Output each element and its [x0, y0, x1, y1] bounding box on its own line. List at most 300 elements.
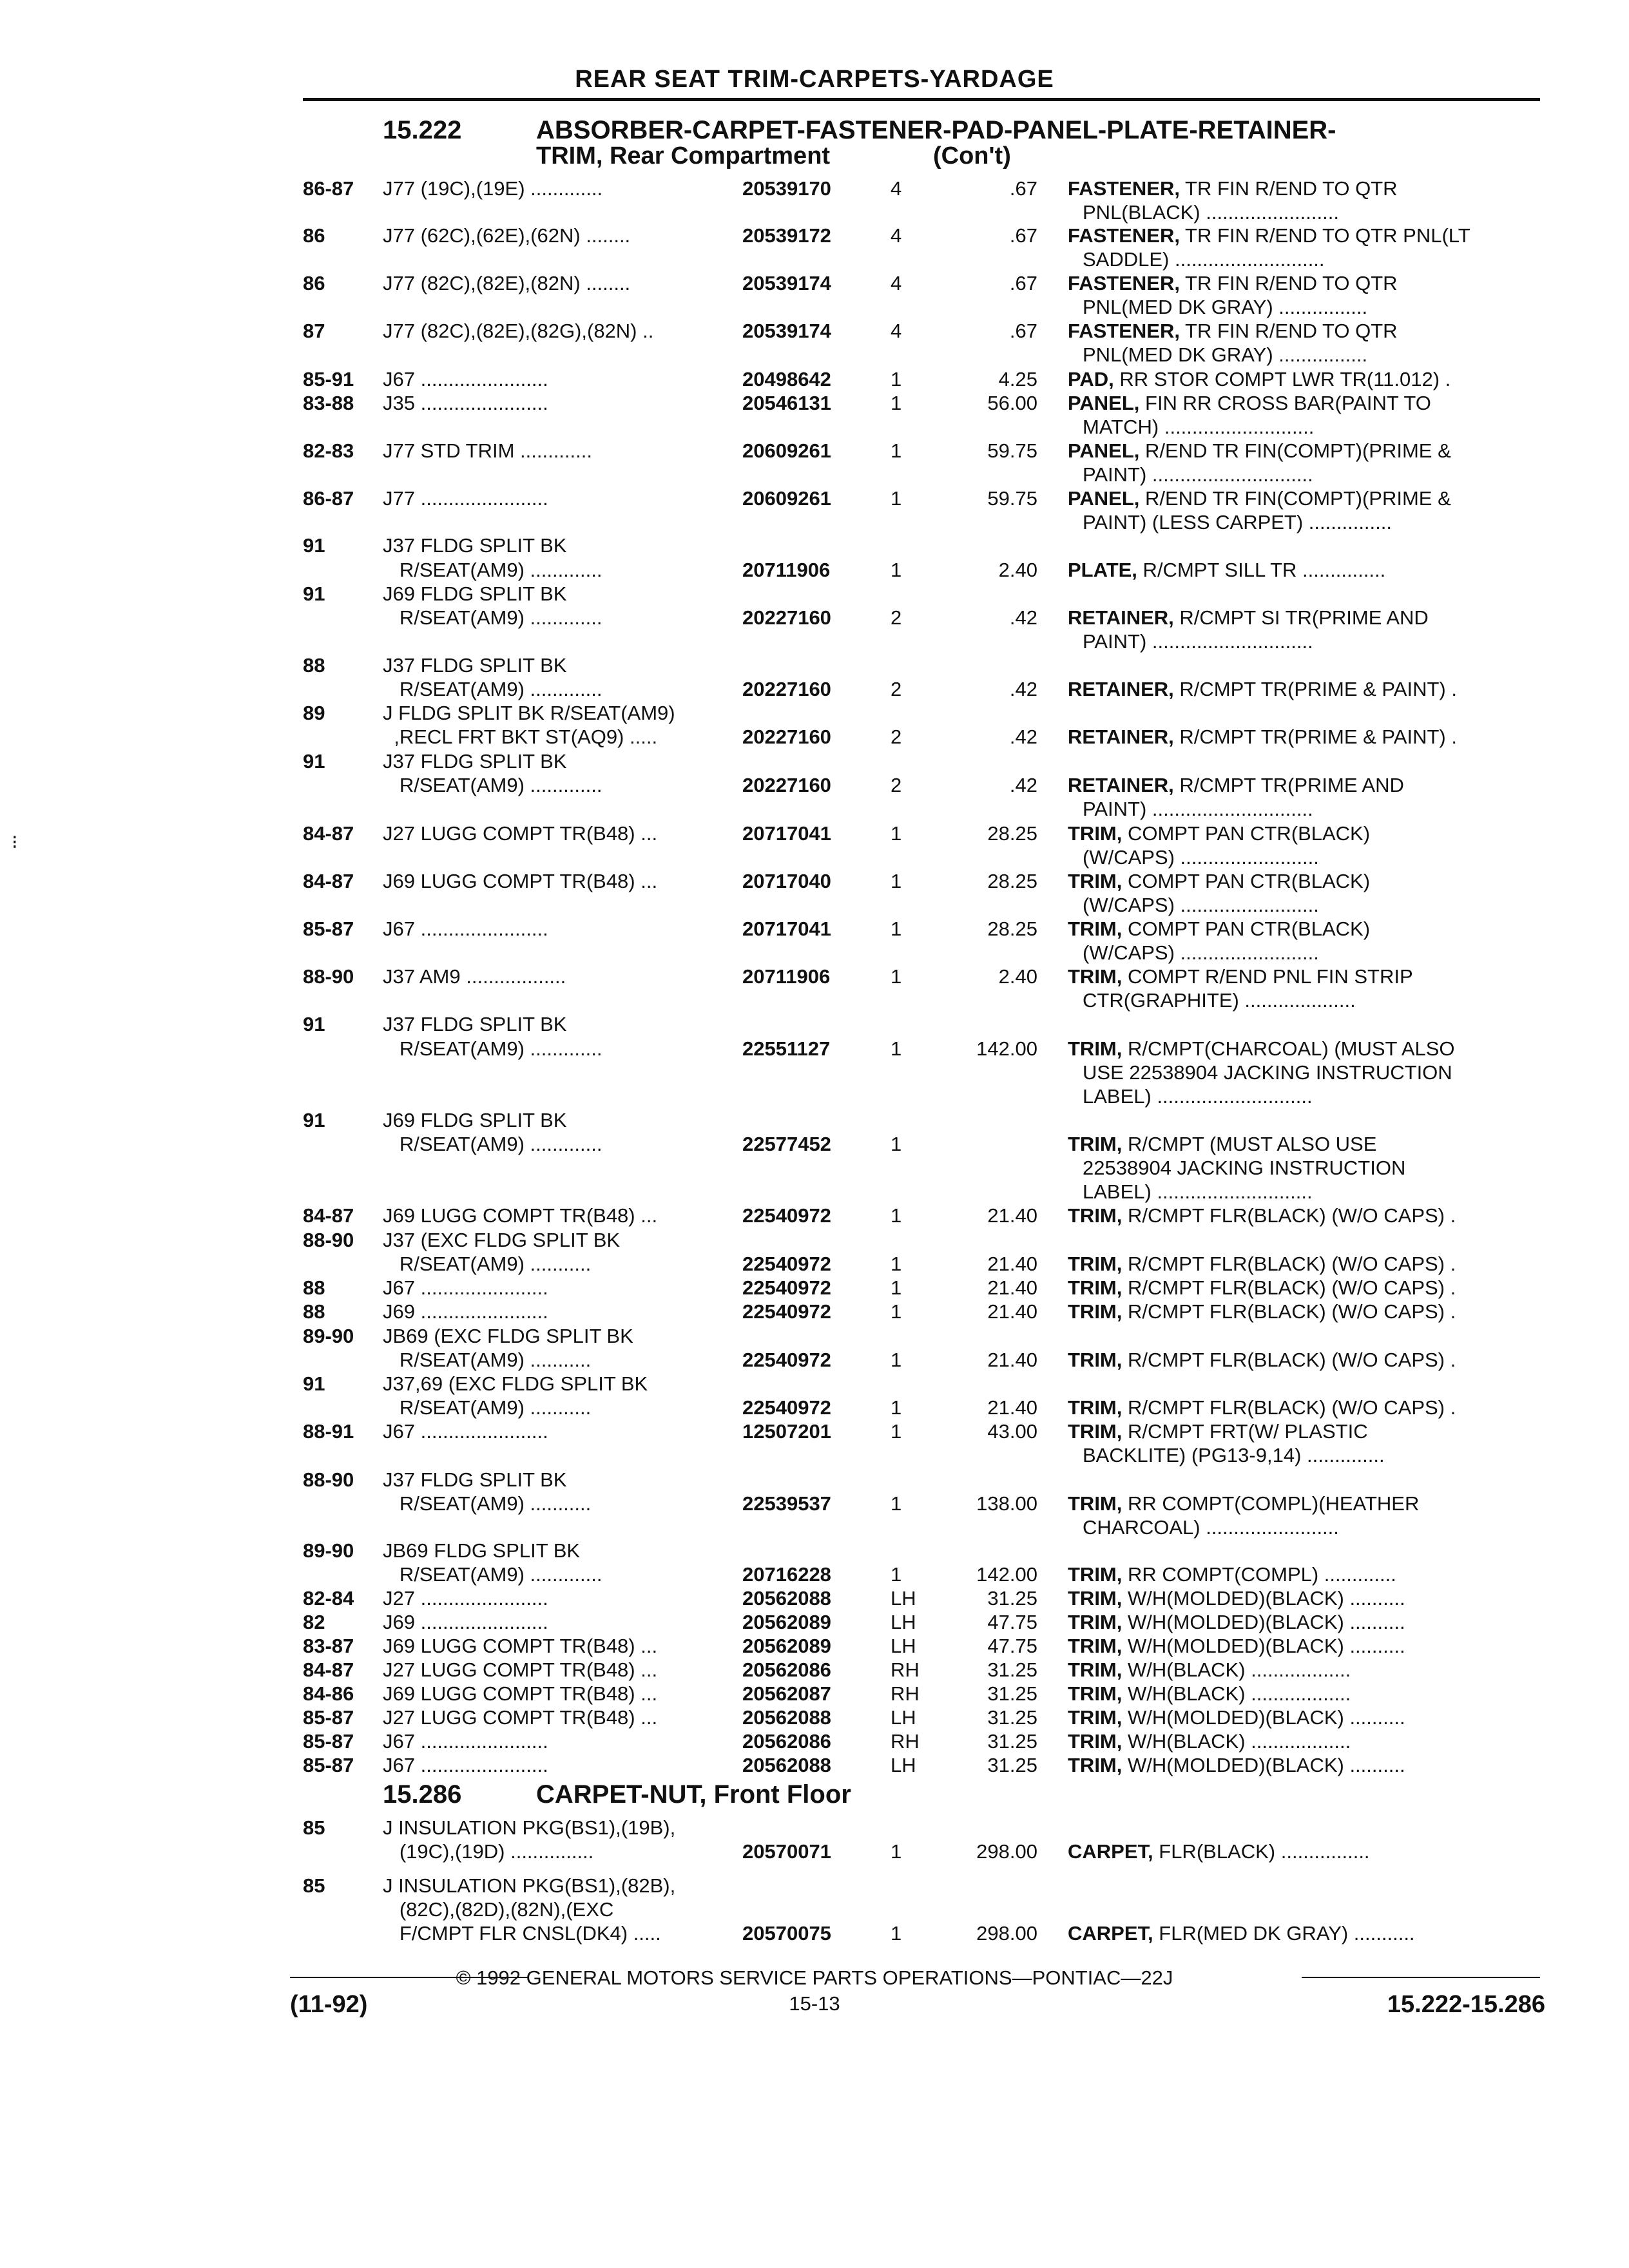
- part-name: TRIM,: [1068, 1587, 1123, 1610]
- unit-price: 142.00: [976, 1037, 1037, 1060]
- part-description: [1068, 391, 1431, 415]
- footer-copyright: © 1992 GENERAL MOTORS SERVICE PARTS OPERATIONS—PONTIAC—22J: [456, 1966, 1173, 1989]
- unit-price: 47.75: [987, 1635, 1037, 1657]
- part-number: 22540972: [742, 1253, 831, 1275]
- unit-price: 56.00: [987, 392, 1037, 414]
- part-name: TRIM,: [1068, 1754, 1123, 1776]
- unit-price: 138.00: [976, 1492, 1037, 1515]
- part-name: TRIM,: [1068, 1635, 1123, 1657]
- part-number: 20498642: [742, 368, 831, 390]
- part-description: [1068, 917, 1370, 941]
- quantity: RH: [891, 1682, 920, 1705]
- model-description: J69 .......................: [383, 1300, 548, 1323]
- model-description: J69 LUGG COMPT TR(B48) ...: [383, 1682, 658, 1705]
- quantity: LH: [891, 1611, 916, 1633]
- model-year: 84-87: [303, 1658, 354, 1681]
- model-year: 85-91: [303, 368, 354, 390]
- unit-price: 298.00: [976, 1922, 1037, 1945]
- model-year: 91: [303, 750, 325, 773]
- section-15-222-title-line1: ABSORBER-CARPET-FASTENER-PAD-PANEL-PLATE-RETAINER-: [536, 116, 1336, 144]
- part-detail: RR STOR COMPT LWR TR(11.012) .: [1113, 368, 1451, 390]
- quantity: 1: [891, 1204, 902, 1227]
- part-description-continued: (W/CAPS) .........................: [1083, 941, 1319, 964]
- part-detail: R/CMPT TR(PRIME & PAINT) .: [1173, 678, 1457, 700]
- part-detail: R/CMPT SI TR(PRIME AND: [1173, 606, 1429, 629]
- model-year: 83-87: [303, 1635, 354, 1657]
- part-description: [1068, 606, 1429, 629]
- part-detail: R/CMPT FRT(W/ PLASTIC: [1122, 1420, 1368, 1443]
- part-number: 20562089: [742, 1635, 831, 1657]
- model-year: 91: [303, 582, 325, 605]
- model-description: J37 FLDG SPLIT BK: [383, 750, 567, 773]
- part-description: [1068, 319, 1398, 343]
- part-detail: FIN RR CROSS BAR(PAINT TO: [1139, 392, 1431, 414]
- quantity: 1: [891, 1300, 902, 1323]
- unit-price: 298.00: [976, 1840, 1037, 1863]
- part-description: [1068, 1586, 1405, 1610]
- part-name: PAD,: [1068, 368, 1114, 390]
- quantity: 2: [891, 606, 902, 629]
- part-name: PANEL,: [1068, 487, 1140, 510]
- part-detail: R/END TR FIN(COMPT)(PRIME &: [1139, 487, 1451, 510]
- quantity: LH: [891, 1706, 916, 1729]
- unit-price: 31.25: [987, 1587, 1037, 1610]
- model-description: J37 FLDG SPLIT BK: [383, 534, 567, 557]
- unit-price: 4.25: [998, 368, 1037, 390]
- model-description: J69 LUGG COMPT TR(B48) ...: [383, 1204, 658, 1227]
- unit-price: 31.25: [987, 1682, 1037, 1705]
- part-name: TRIM,: [1068, 918, 1123, 940]
- part-name: PLATE,: [1068, 559, 1137, 581]
- model-description: J FLDG SPLIT BK R/SEAT(AM9): [383, 702, 675, 724]
- model-description: R/SEAT(AM9) .............: [383, 559, 602, 581]
- part-number: 20717041: [742, 822, 831, 845]
- section-15-222-number: 15.222: [383, 116, 462, 144]
- section-15-222-title-cont: (Con't): [933, 142, 1011, 169]
- unit-price: .67: [1009, 320, 1037, 342]
- model-description: ,RECL FRT BKT ST(AQ9) .....: [383, 726, 658, 748]
- model-description: J35 .......................: [383, 392, 548, 414]
- part-description: [1068, 822, 1370, 845]
- model-year: 87: [303, 320, 325, 342]
- part-detail: COMPT PAN CTR(BLACK): [1122, 918, 1371, 940]
- part-description-continued: 22538904 JACKING INSTRUCTION: [1083, 1157, 1406, 1179]
- unit-price: .42: [1009, 774, 1037, 796]
- part-name: TRIM,: [1068, 965, 1123, 988]
- part-number: 20562086: [742, 1658, 831, 1681]
- part-name: TRIM,: [1068, 1611, 1123, 1633]
- part-description: [1068, 1729, 1351, 1753]
- quantity: 1: [891, 1253, 902, 1275]
- model-description: J INSULATION PKG(BS1),(82B),: [383, 1874, 676, 1897]
- part-number: 20227160: [742, 774, 831, 796]
- quantity: 1: [891, 559, 902, 581]
- model-year: 88: [303, 654, 325, 677]
- model-description: R/SEAT(AM9) .............: [383, 678, 602, 700]
- part-detail: R/CMPT TR(PRIME & PAINT) .: [1173, 726, 1457, 748]
- part-description-continued: PAINT) .............................: [1083, 463, 1313, 486]
- part-description-continued: (W/CAPS) .........................: [1083, 846, 1319, 869]
- model-year: 89-90: [303, 1539, 354, 1562]
- part-name: TRIM,: [1068, 1133, 1123, 1155]
- model-year: 89-90: [303, 1325, 354, 1347]
- part-description: [1068, 1037, 1455, 1061]
- part-number: 22540972: [742, 1276, 831, 1299]
- unit-price: 59.75: [987, 439, 1037, 462]
- model-description: J77 (19C),(19E) .............: [383, 177, 603, 200]
- part-description: [1068, 725, 1457, 749]
- unit-price: 2.40: [998, 965, 1037, 988]
- unit-price: .67: [1009, 177, 1037, 200]
- quantity: 1: [891, 965, 902, 988]
- part-number: 22540972: [742, 1349, 831, 1371]
- model-year: 88-90: [303, 965, 354, 988]
- part-name: TRIM,: [1068, 1204, 1123, 1227]
- model-description: R/SEAT(AM9) .............: [383, 774, 602, 796]
- unit-price: 28.25: [987, 918, 1037, 940]
- part-detail: W/H(MOLDED)(BLACK) ..........: [1122, 1706, 1405, 1729]
- part-description: [1068, 177, 1398, 200]
- part-description: [1068, 965, 1413, 988]
- part-name: TRIM,: [1068, 1658, 1123, 1681]
- model-description: J37 AM9 ..................: [383, 965, 566, 988]
- quantity: 4: [891, 177, 902, 200]
- part-number: 20562089: [742, 1611, 831, 1633]
- part-description: [1068, 773, 1404, 797]
- part-description: [1068, 1276, 1456, 1300]
- model-year: 88: [303, 1276, 325, 1299]
- model-year: 82: [303, 1611, 325, 1633]
- model-description: J67 .......................: [383, 1420, 548, 1443]
- model-description: R/SEAT(AM9) ...........: [383, 1396, 592, 1419]
- quantity: LH: [891, 1754, 916, 1776]
- quantity: LH: [891, 1587, 916, 1610]
- model-description: J69 FLDG SPLIT BK: [383, 582, 567, 605]
- part-number: 20609261: [742, 439, 831, 462]
- part-description-continued: CTR(GRAPHITE) ....................: [1083, 989, 1356, 1012]
- part-name: PANEL,: [1068, 392, 1140, 414]
- model-description: J27 LUGG COMPT TR(B48) ...: [383, 822, 658, 845]
- part-detail: W/H(BLACK) ..................: [1122, 1658, 1351, 1681]
- part-detail: W/H(MOLDED)(BLACK) ..........: [1122, 1611, 1405, 1633]
- part-description: [1068, 1658, 1351, 1682]
- part-description-continued: PNL(BLACK) ........................: [1083, 201, 1339, 224]
- quantity: 1: [891, 1840, 902, 1863]
- part-detail: R/CMPT FLR(BLACK) (W/O CAPS) .: [1122, 1396, 1456, 1419]
- quantity: RH: [891, 1658, 920, 1681]
- model-description: J69 LUGG COMPT TR(B48) ...: [383, 870, 658, 892]
- part-description-continued: BACKLITE) (PG13-9,14) ..............: [1083, 1444, 1385, 1466]
- part-description: [1068, 439, 1451, 463]
- unit-price: 31.25: [987, 1706, 1037, 1729]
- model-year: 85-87: [303, 918, 354, 940]
- model-description: J67 .......................: [383, 368, 548, 390]
- part-name: TRIM,: [1068, 822, 1123, 845]
- model-description: JB69 (EXC FLDG SPLIT BK: [383, 1325, 633, 1347]
- part-name: TRIM,: [1068, 1037, 1123, 1060]
- part-detail: R/END TR FIN(COMPT)(PRIME &: [1139, 439, 1451, 462]
- part-detail: RR COMPT(COMPL) .............: [1122, 1563, 1396, 1586]
- quantity: 1: [891, 1563, 902, 1586]
- part-name: CARPET,: [1068, 1840, 1153, 1863]
- part-description: [1068, 558, 1385, 582]
- part-description-continued: USE 22538904 JACKING INSTRUCTION: [1083, 1061, 1452, 1084]
- part-number: 20562086: [742, 1730, 831, 1753]
- part-description: [1068, 1921, 1415, 1945]
- part-name: RETAINER,: [1068, 606, 1174, 629]
- part-number: 22540972: [742, 1204, 831, 1227]
- model-description: J77 .......................: [383, 487, 548, 510]
- model-description: J67 .......................: [383, 1754, 548, 1776]
- model-description: J67 .......................: [383, 918, 548, 940]
- quantity: 4: [891, 224, 902, 247]
- model-year: 84-87: [303, 1204, 354, 1227]
- unit-price: 2.40: [998, 559, 1037, 581]
- part-name: TRIM,: [1068, 1563, 1123, 1586]
- quantity: 1: [891, 822, 902, 845]
- model-year: 85-87: [303, 1730, 354, 1753]
- model-description: (19C),(19D) ...............: [383, 1840, 594, 1863]
- part-number: 20609261: [742, 487, 831, 510]
- model-description: J37,69 (EXC FLDG SPLIT BK: [383, 1372, 648, 1395]
- model-year: 86-87: [303, 177, 354, 200]
- part-detail: TR FIN R/END TO QTR: [1179, 320, 1398, 342]
- model-description: JB69 FLDG SPLIT BK: [383, 1539, 581, 1562]
- part-number: 20546131: [742, 392, 831, 414]
- model-description: J27 .......................: [383, 1587, 548, 1610]
- model-description: R/SEAT(AM9) .............: [383, 1037, 602, 1060]
- unit-price: .67: [1009, 272, 1037, 294]
- part-number: 20711906: [742, 559, 831, 581]
- part-number: 20562088: [742, 1587, 831, 1610]
- part-detail: FLR(BLACK) ................: [1153, 1840, 1370, 1863]
- part-number: 12507201: [742, 1420, 831, 1443]
- model-description: J37 FLDG SPLIT BK: [383, 1013, 567, 1035]
- model-year: 85-87: [303, 1706, 354, 1729]
- part-number: 20539170: [742, 177, 831, 200]
- footer-section-range: 15.222-15.286: [1387, 1991, 1545, 2018]
- model-year: 86-87: [303, 487, 354, 510]
- model-description: (82C),(82D),(82N),(EXC: [383, 1898, 614, 1921]
- part-name: TRIM,: [1068, 870, 1123, 892]
- model-year: 91: [303, 1109, 325, 1131]
- quantity: 1: [891, 487, 902, 510]
- unit-price: 21.40: [987, 1276, 1037, 1299]
- model-description: J69 .......................: [383, 1611, 548, 1633]
- model-description: R/SEAT(AM9) ...........: [383, 1349, 592, 1371]
- model-description: F/CMPT FLR CNSL(DK4) .....: [383, 1922, 661, 1945]
- unit-price: 21.40: [987, 1204, 1037, 1227]
- part-description-continued: (W/CAPS) .........................: [1083, 894, 1319, 916]
- part-detail: COMPT PAN CTR(BLACK): [1122, 822, 1371, 845]
- section-15-286-number: 15.286: [383, 1780, 462, 1809]
- part-number: 22539537: [742, 1492, 831, 1515]
- quantity: LH: [891, 1635, 916, 1657]
- model-description: J77 (82C),(82E),(82N) ........: [383, 272, 631, 294]
- unit-price: 21.40: [987, 1253, 1037, 1275]
- part-description: [1068, 1252, 1456, 1276]
- model-description: J27 LUGG COMPT TR(B48) ...: [383, 1706, 658, 1729]
- part-description-continued: SADDLE) ...........................: [1083, 248, 1325, 271]
- model-description: J77 (82C),(82E),(82G),(82N) ..: [383, 320, 654, 342]
- model-year: 85: [303, 1874, 325, 1897]
- model-description: R/SEAT(AM9) .............: [383, 1563, 602, 1586]
- unit-price: 31.25: [987, 1730, 1037, 1753]
- part-detail: R/CMPT FLR(BLACK) (W/O CAPS) .: [1122, 1204, 1456, 1227]
- part-name: FASTENER,: [1068, 320, 1180, 342]
- part-detail: R/CMPT SILL TR ...............: [1137, 559, 1386, 581]
- part-number: 20570075: [742, 1922, 831, 1945]
- unit-price: .67: [1009, 224, 1037, 247]
- part-number: 22551127: [742, 1037, 831, 1060]
- part-number: 20562088: [742, 1706, 831, 1729]
- section-15-222-title-line2: TRIM, Rear Compartment: [536, 142, 831, 169]
- part-description: [1068, 1753, 1405, 1777]
- unit-price: 21.40: [987, 1300, 1037, 1323]
- unit-price: 47.75: [987, 1611, 1037, 1633]
- part-description: [1068, 1706, 1405, 1729]
- part-number: 20539174: [742, 320, 831, 342]
- part-name: TRIM,: [1068, 1396, 1123, 1419]
- quantity: 1: [891, 870, 902, 892]
- part-number: 20570071: [742, 1840, 831, 1863]
- part-description: [1068, 1610, 1405, 1634]
- model-year: 88-91: [303, 1420, 354, 1443]
- part-name: FASTENER,: [1068, 177, 1180, 200]
- model-description: J67 .......................: [383, 1276, 548, 1299]
- part-number: 20562087: [742, 1682, 831, 1705]
- quantity: 1: [891, 1492, 902, 1515]
- part-number: 20717040: [742, 870, 831, 892]
- quantity: 1: [891, 918, 902, 940]
- model-description: J37 FLDG SPLIT BK: [383, 654, 567, 677]
- part-detail: R/CMPT FLR(BLACK) (W/O CAPS) .: [1122, 1349, 1456, 1371]
- part-description: [1068, 677, 1457, 701]
- model-year: 85-87: [303, 1754, 354, 1776]
- model-year: 86: [303, 272, 325, 294]
- model-description: J37 (EXC FLDG SPLIT BK: [383, 1229, 621, 1251]
- model-description: R/SEAT(AM9) ...........: [383, 1492, 592, 1515]
- part-detail: COMPT PAN CTR(BLACK): [1122, 870, 1371, 892]
- footer-date: (11-92): [290, 1991, 368, 2018]
- part-description: [1068, 1396, 1456, 1419]
- model-description: J77 (62C),(62E),(62N) ........: [383, 224, 631, 247]
- part-name: RETAINER,: [1068, 774, 1174, 796]
- model-year: 84-87: [303, 870, 354, 892]
- part-name: RETAINER,: [1068, 726, 1174, 748]
- part-detail: FLR(MED DK GRAY) ...........: [1153, 1922, 1415, 1945]
- part-description-continued: PNL(MED DK GRAY) ................: [1083, 296, 1368, 318]
- part-description-continued: LABEL) ............................: [1083, 1085, 1313, 1108]
- part-number: 20716228: [742, 1563, 831, 1586]
- part-number: 22540972: [742, 1300, 831, 1323]
- part-name: TRIM,: [1068, 1682, 1123, 1705]
- section-15-286-title: CARPET-NUT, Front Floor: [536, 1780, 851, 1809]
- part-detail: RR COMPT(COMPL)(HEATHER: [1122, 1492, 1420, 1515]
- part-detail: W/H(MOLDED)(BLACK) ..........: [1122, 1754, 1405, 1776]
- model-description: J27 LUGG COMPT TR(B48) ...: [383, 1658, 658, 1681]
- model-description: J69 LUGG COMPT TR(B48) ...: [383, 1635, 658, 1657]
- stray-mark: ⁝: [12, 832, 18, 853]
- part-name: RETAINER,: [1068, 678, 1174, 700]
- part-description: [1068, 1492, 1419, 1515]
- unit-price: 28.25: [987, 870, 1037, 892]
- unit-price: 31.25: [987, 1754, 1037, 1776]
- unit-price: 21.40: [987, 1396, 1037, 1419]
- part-description: [1068, 224, 1470, 247]
- unit-price: 59.75: [987, 487, 1037, 510]
- quantity: 1: [891, 1037, 902, 1060]
- model-description: R/SEAT(AM9) .............: [383, 606, 602, 629]
- part-name: TRIM,: [1068, 1276, 1123, 1299]
- quantity: 2: [891, 726, 902, 748]
- unit-price: 43.00: [987, 1420, 1037, 1443]
- part-description-continued: MATCH) ...........................: [1083, 416, 1315, 438]
- part-number: 20227160: [742, 726, 831, 748]
- part-description: [1068, 486, 1451, 510]
- quantity: 2: [891, 678, 902, 700]
- part-number: 20539172: [742, 224, 831, 247]
- part-description-continued: PNL(MED DK GRAY) ................: [1083, 343, 1368, 366]
- part-description-continued: PAINT) (LESS CARPET) ...............: [1083, 511, 1393, 533]
- part-description: [1068, 1348, 1456, 1372]
- part-description: [1068, 1682, 1351, 1706]
- part-description: [1068, 1204, 1456, 1227]
- model-year: 84-87: [303, 822, 354, 845]
- part-number: 22540972: [742, 1396, 831, 1419]
- part-detail: TR FIN R/END TO QTR: [1179, 177, 1398, 200]
- model-description: R/SEAT(AM9) .............: [383, 1133, 602, 1155]
- quantity: RH: [891, 1730, 920, 1753]
- quantity: 2: [891, 774, 902, 796]
- part-description: [1068, 1132, 1376, 1156]
- part-description: [1068, 1840, 1370, 1863]
- part-number: 20227160: [742, 678, 831, 700]
- model-year: 89: [303, 702, 325, 724]
- part-name: FASTENER,: [1068, 224, 1180, 247]
- model-year: 83-88: [303, 392, 354, 414]
- model-description: J INSULATION PKG(BS1),(19B),: [383, 1816, 676, 1839]
- model-year: 82-83: [303, 439, 354, 462]
- part-detail: R/CMPT TR(PRIME AND: [1173, 774, 1404, 796]
- quantity: 4: [891, 320, 902, 342]
- part-description: [1068, 1562, 1396, 1586]
- quantity: 1: [891, 1276, 902, 1299]
- part-number: 22577452: [742, 1133, 831, 1155]
- model-description: J37 FLDG SPLIT BK: [383, 1468, 567, 1491]
- quantity: 1: [891, 1349, 902, 1371]
- model-year: 82-84: [303, 1587, 354, 1610]
- part-description: [1068, 1300, 1456, 1323]
- part-number: 20717041: [742, 918, 831, 940]
- part-detail: TR FIN R/END TO QTR: [1179, 272, 1398, 294]
- part-detail: R/CMPT (MUST ALSO USE: [1122, 1133, 1377, 1155]
- quantity: 1: [891, 439, 902, 462]
- unit-price: .42: [1009, 678, 1037, 700]
- part-description: [1068, 1634, 1405, 1658]
- part-name: TRIM,: [1068, 1300, 1123, 1323]
- unit-price: .42: [1009, 726, 1037, 748]
- model-description: J69 FLDG SPLIT BK: [383, 1109, 567, 1131]
- part-name: TRIM,: [1068, 1349, 1123, 1371]
- unit-price: 142.00: [976, 1563, 1037, 1586]
- part-detail: W/H(BLACK) ..................: [1122, 1730, 1351, 1753]
- page-header-title: REAR SEAT TRIM-CARPETS-YARDAGE: [575, 66, 1054, 93]
- quantity: 1: [891, 1420, 902, 1443]
- quantity: 1: [891, 368, 902, 390]
- part-name: TRIM,: [1068, 1420, 1123, 1443]
- quantity: 1: [891, 1133, 902, 1155]
